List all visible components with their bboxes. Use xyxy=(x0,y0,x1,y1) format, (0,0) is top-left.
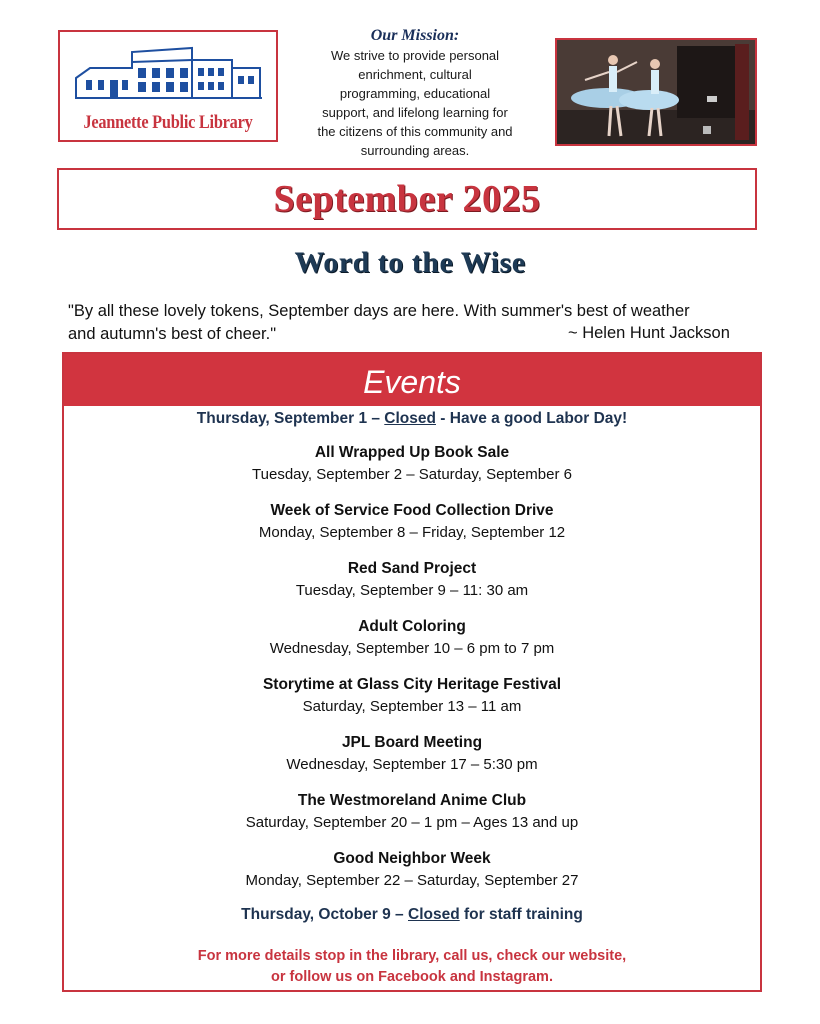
closed-notice xyxy=(64,410,760,428)
closed-notice xyxy=(64,906,760,924)
event-title: Week of Service Food Collection Drive xyxy=(270,502,554,519)
event-title: Good Neighbor Week xyxy=(333,850,491,867)
events-section xyxy=(62,352,762,992)
month-banner xyxy=(57,168,757,230)
event-title: All Wrapped Up Book Sale xyxy=(314,444,510,461)
closed-note: for staff training xyxy=(459,906,583,923)
footer-note xyxy=(64,946,760,988)
list-item xyxy=(64,617,760,660)
quote-line: "By all these lovely tokens, September days are here. With summer's best of weather xyxy=(68,302,690,320)
mission-line: surrounding areas. xyxy=(360,143,470,158)
event-title: The Westmoreland Anime Club xyxy=(297,792,527,809)
event-date: Monday, September 22 – Saturday, September 27 xyxy=(245,872,579,889)
event-date: Monday, September 8 – Friday, September 12 xyxy=(258,524,566,541)
event-title: JPL Board Meeting xyxy=(341,734,483,751)
mission-line: enrichment, cultural xyxy=(358,67,472,82)
closed-date: Thursday, September 1 – xyxy=(196,410,385,427)
list-item xyxy=(64,559,760,602)
events-list xyxy=(64,410,760,988)
event-date: Wednesday, September 10 – 6 pm to 7 pm xyxy=(269,640,555,657)
closed-date: Thursday, October 9 – xyxy=(241,906,408,923)
event-date: Tuesday, September 9 – 11: 30 am xyxy=(295,582,529,599)
event-date: Saturday, September 13 – 11 am xyxy=(302,698,522,715)
event-date: Wednesday, September 17 – 5:30 pm xyxy=(286,756,538,773)
list-item xyxy=(64,733,760,776)
mission-line: We strive to provide personal xyxy=(330,48,500,63)
mission-statement xyxy=(290,26,540,160)
list-item xyxy=(64,443,760,486)
closed-note: - Have a good Labor Day! xyxy=(435,410,628,427)
event-date: Saturday, September 20 – 1 pm – Ages 13 and up xyxy=(245,814,579,831)
month-title: September 2025 xyxy=(273,178,541,220)
library-building-icon xyxy=(72,38,266,108)
event-date: Tuesday, September 2 – Saturday, September 6 xyxy=(252,466,572,483)
mission-line: support, and lifelong learning for xyxy=(322,105,508,120)
list-item xyxy=(64,849,760,892)
list-item xyxy=(64,791,760,834)
library-logo xyxy=(58,30,278,142)
quote-line: and autumn's best of cheer." xyxy=(68,325,277,343)
event-title: Red Sand Project xyxy=(347,560,477,577)
ballet-dancers-photo xyxy=(555,38,757,146)
wise-heading: Word to the Wise xyxy=(294,246,526,279)
footer-line: or follow us on Facebook and Instagram. xyxy=(271,969,553,985)
list-item xyxy=(64,675,760,718)
quote-author: ~ Helen Hunt Jackson xyxy=(568,324,730,342)
closed-label: Closed xyxy=(408,906,460,923)
mission-title: Our Mission: xyxy=(370,27,460,44)
closed-label: Closed xyxy=(384,410,436,427)
footer-line: For more details stop in the library, call us, check our website, xyxy=(197,948,627,964)
events-heading: Events xyxy=(64,354,760,406)
list-item xyxy=(64,501,760,544)
mission-line: the citizens of this community and xyxy=(317,124,513,139)
mission-line: programming, educational xyxy=(339,86,491,101)
library-name: Jeannette Public Library xyxy=(83,112,253,133)
event-title: Storytime at Glass City Heritage Festival xyxy=(262,676,562,693)
event-title: Adult Coloring xyxy=(358,618,466,635)
